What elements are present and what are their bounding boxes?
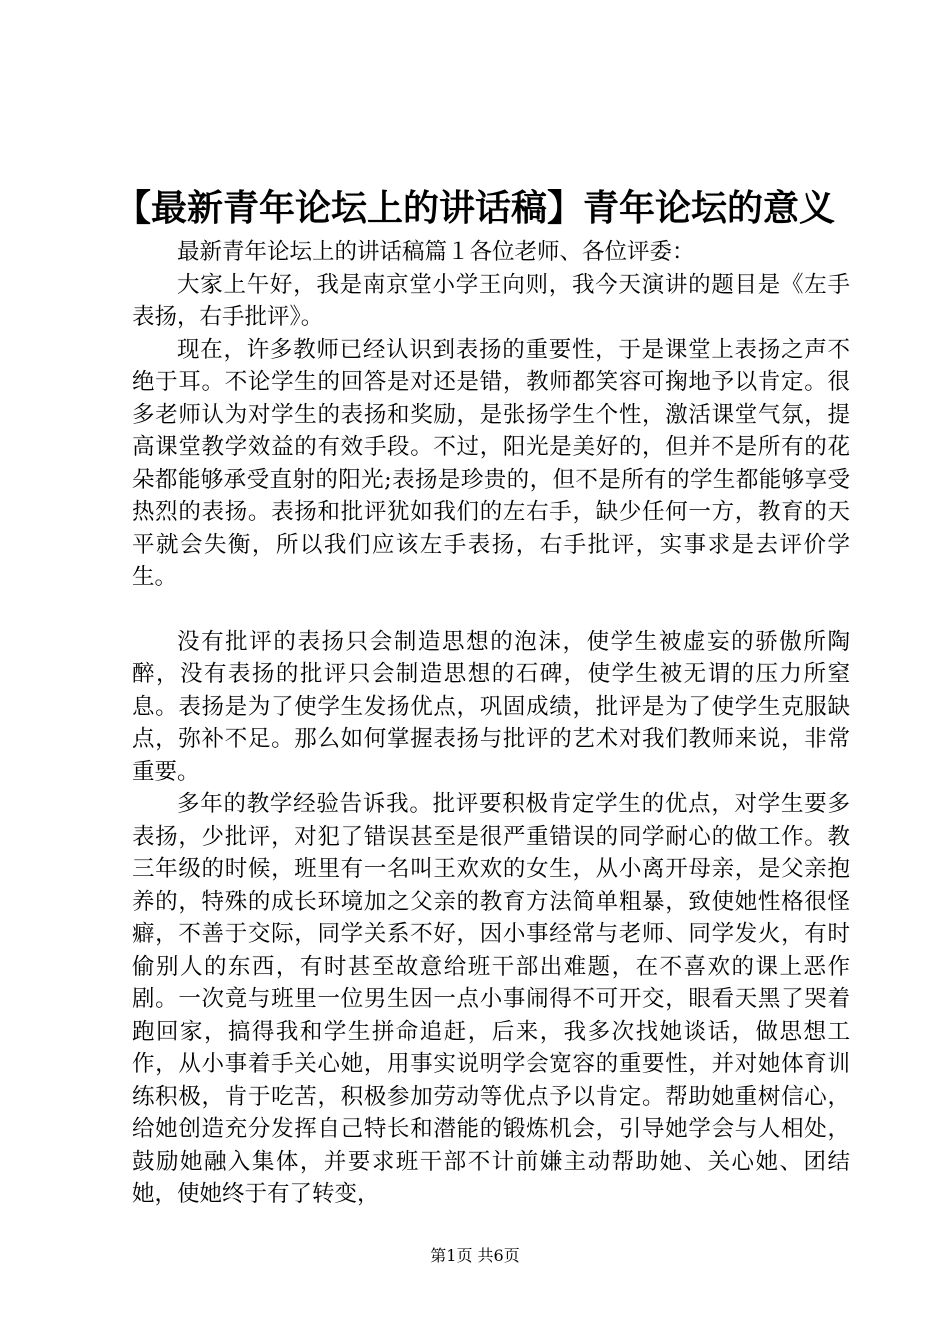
- paragraph-praise-importance: 现在，许多教师已经认识到表扬的重要性，于是课堂上表扬之声不绝于耳。不论学生的回答是对还是错，教师都笑容可掬地予以肯定。很多老师认为对学生的表扬和奖励，是张扬学生个性，激活课堂气氛，提高课堂教学效益的有效手段。不过，阳光是美好的，但并不是所有的花朵都能够承受直射的阳光;表扬是珍贵的，但不是所有的学生都能够享受热烈的表扬。表扬和批评犹如我们的左右手，缺少任何一方，教育的天平就会失衡，所以我们应该左手表扬，右手批评，实事求是去评价学生。: [132, 336, 850, 590]
- paragraph-greeting: 大家上午好，我是南京堂小学王向则，我今天演讲的题目是《左手表扬，右手批评》。: [132, 271, 850, 330]
- paragraph-salutation: 最新青年论坛上的讲话稿篇１各位老师、各位评委：: [177, 239, 695, 265]
- paragraph-criticism-balance: 没有批评的表扬只会制造思想的泡沫，使学生被虚妄的骄傲所陶醉，没有表扬的批评只会制造思想的石碑，使学生被无谓的压力所窒息。表扬是为了使学生发扬优点，巩固成绩，批评是为了使学生克服缺点，弥补不足。那么如何掌握表扬与批评的艺术对我们教师来说，非常重要。: [132, 628, 850, 785]
- document-body: [132, 236, 850, 1211]
- paragraph-teaching-experience: 多年的教学经验告诉我。批评要积极肯定学生的优点，对学生要多表扬，少批评，对犯了错误甚至是很严重错误的同学耐心的做工作。教三年级的时候，班里有一名叫王欢欢的女生，从小离开母亲，是父亲抱养的，特殊的成长环境加之父亲的教育方法简单粗暴，致使她性格很怪癖，不善于交际，同学关系不好，因小事经常与老师、同学发火，有时偷别人的东西，有时甚至故意给班干部出难题，在不喜欢的课上恶作剧。一次竟与班里一位男生因一点小事闹得不可开交，眼看天黑了哭着跑回家，搞得我和学生拼命追赶，后来，我多次找她谈话，做思想工作，从小事着手关心她，用事实说明学会宽容的重要性，并对她体育训练积极，肯于吃苦，积极参加劳动等优点予以肯定。帮助她重树信心，给她创造充分发挥自己特长和潜能的锻炼机会，引导她学会与人相处，鼓励她融入集体，并要求班干部不计前嫌主动帮助她、关心她、团结她，使她终于有了转变，: [132, 791, 850, 1207]
- document-title: 【最新青年论坛上的讲话稿】青年论坛的意义: [114, 187, 835, 229]
- page-number-footer: 第1页 共6页: [430, 1246, 520, 1265]
